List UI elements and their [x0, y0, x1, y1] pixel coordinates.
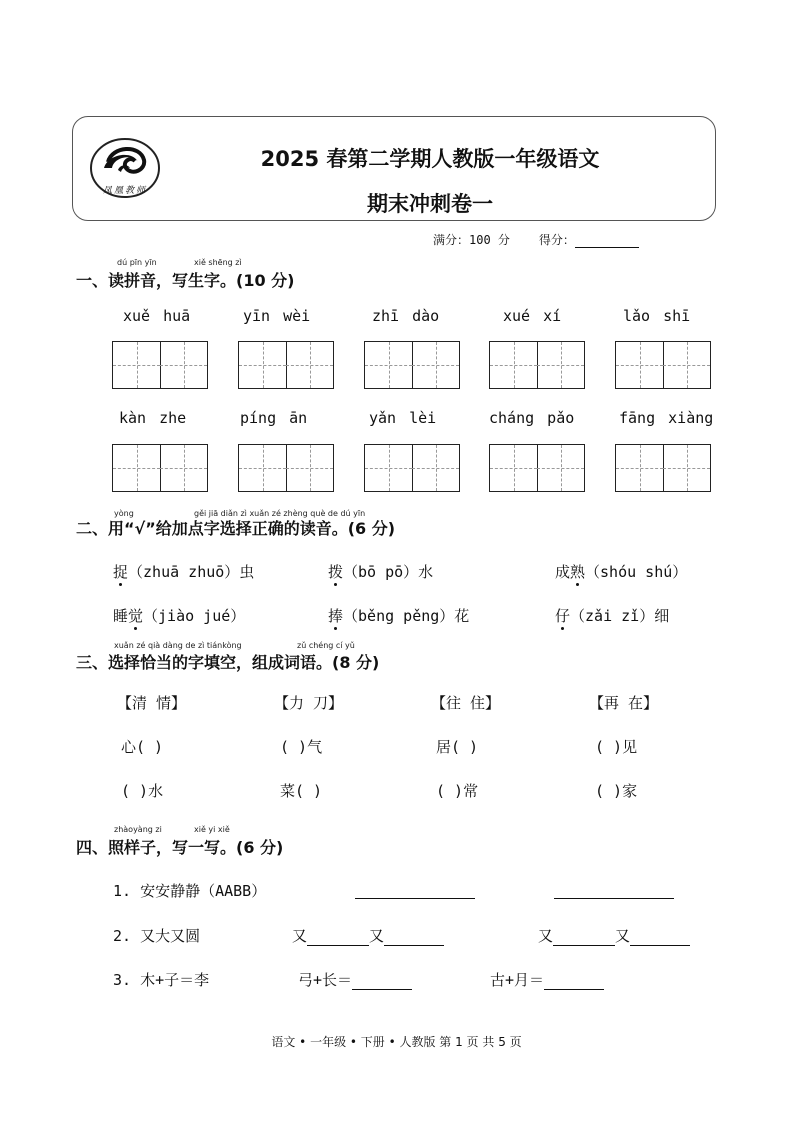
char-choice-group: 【再 在】	[589, 694, 659, 712]
writing-grid[interactable]	[615, 444, 711, 492]
ruby-text: xiě shēng zì	[194, 258, 242, 267]
question-3-example: 3. 木+子＝李	[113, 971, 210, 989]
question-1-example: 1. 安安静静（AABB）	[113, 882, 267, 900]
writing-grid[interactable]	[238, 341, 334, 389]
char-compose-answer[interactable]: 弓+长＝	[298, 969, 412, 990]
fill-blank[interactable]: ( )见	[595, 738, 638, 756]
section-1-title: 一、读拼音，写生字。(10 分)	[76, 271, 295, 290]
score-label: 得分：	[538, 233, 575, 247]
fill-blank[interactable]: 心( )	[121, 738, 164, 756]
page-footer: 语文 • 一年级 • 下册 • 人教版 第 1 页 共 5 页	[271, 1035, 522, 1049]
pattern-answer[interactable]: 又 又	[292, 925, 444, 946]
pronunciation-item[interactable]: 拨（bō pō）水	[328, 563, 434, 581]
fill-blank[interactable]: ( )家	[595, 782, 638, 800]
writing-grid[interactable]	[489, 444, 585, 492]
char-choice-group: 【力 刀】	[274, 694, 344, 712]
page-subtitle: 期末冲刺卷一	[367, 192, 493, 216]
writing-grid[interactable]	[112, 341, 208, 389]
fill-blank[interactable]: ( )水	[121, 782, 164, 800]
char-choice-group: 【往 住】	[431, 694, 501, 712]
fill-blank[interactable]: 居( )	[436, 738, 479, 756]
writing-grid[interactable]	[364, 444, 460, 492]
pinyin-label: cháng pǎo	[489, 409, 575, 427]
pinyin-label: píng ān	[240, 409, 308, 427]
ruby-text: gěi jiā diǎn zì xuǎn zé zhèng què de dú yīn	[194, 509, 366, 518]
fill-blank[interactable]: ( )常	[436, 782, 479, 800]
pronunciation-item[interactable]: 仔（zǎi zǐ）细	[555, 607, 670, 625]
pinyin-label: zhī dào	[372, 307, 440, 325]
pronunciation-item[interactable]: 睡觉（jiào jué）	[113, 607, 246, 625]
char-choice-group: 【清 情】	[117, 694, 187, 712]
pinyin-label: fāng xiàng	[619, 409, 714, 427]
answer-line[interactable]	[554, 882, 674, 899]
pattern-answer[interactable]: 又 又	[538, 925, 690, 946]
section-4-title: 四、照样子，写一写。(6 分)	[76, 838, 284, 857]
pinyin-label: kàn zhe	[119, 409, 187, 427]
section-2-title: 二、用“√”给加点字选择正确的读音。(6 分)	[76, 519, 396, 538]
logo-text: 凤凰教师	[102, 186, 147, 196]
ruby-text: dú pīn yīn	[117, 258, 157, 267]
page-title: 2025 春第二学期人教版一年级语文	[260, 147, 600, 171]
fill-blank[interactable]: 菜( )	[280, 782, 323, 800]
char-compose-answer[interactable]: 古+月＝	[490, 969, 604, 990]
pinyin-label: lǎo shī	[623, 307, 691, 325]
full-score: 满分：100 分	[433, 233, 510, 247]
pinyin-label: yīn wèi	[243, 307, 311, 325]
ruby-text: zǔ chéng cí yǔ	[297, 641, 355, 650]
writing-grid[interactable]	[615, 341, 711, 389]
question-2-example: 2. 又大又圆	[113, 927, 201, 945]
pinyin-label: xué xí	[503, 307, 562, 325]
section-3-title: 三、选择恰当的字填空，组成词语。(8 分)	[76, 653, 380, 672]
ruby-text: yòng	[114, 509, 134, 518]
writing-grid[interactable]	[489, 341, 585, 389]
writing-grid[interactable]	[364, 341, 460, 389]
answer-line[interactable]	[355, 882, 475, 899]
ruby-text: xiě yi xiě	[194, 825, 230, 834]
pronunciation-item[interactable]: 成熟（shóu shú）	[555, 563, 688, 581]
pinyin-label: xuě huā	[123, 307, 191, 325]
writing-grid[interactable]	[112, 444, 208, 492]
ruby-text: xuǎn zé qià dàng de zì tiánkòng	[114, 641, 242, 650]
pronunciation-item[interactable]: 捉（zhuā zhuō）虫	[113, 563, 255, 581]
ruby-text: zhàoyàng zi	[114, 825, 162, 834]
score-line	[433, 231, 639, 248]
pronunciation-item[interactable]: 捧（běng pěng）花	[328, 607, 470, 625]
fill-blank[interactable]: ( )气	[280, 738, 323, 756]
pinyin-label: yǎn lèi	[369, 409, 437, 427]
writing-grid[interactable]	[238, 444, 334, 492]
score-blank[interactable]	[575, 235, 639, 248]
